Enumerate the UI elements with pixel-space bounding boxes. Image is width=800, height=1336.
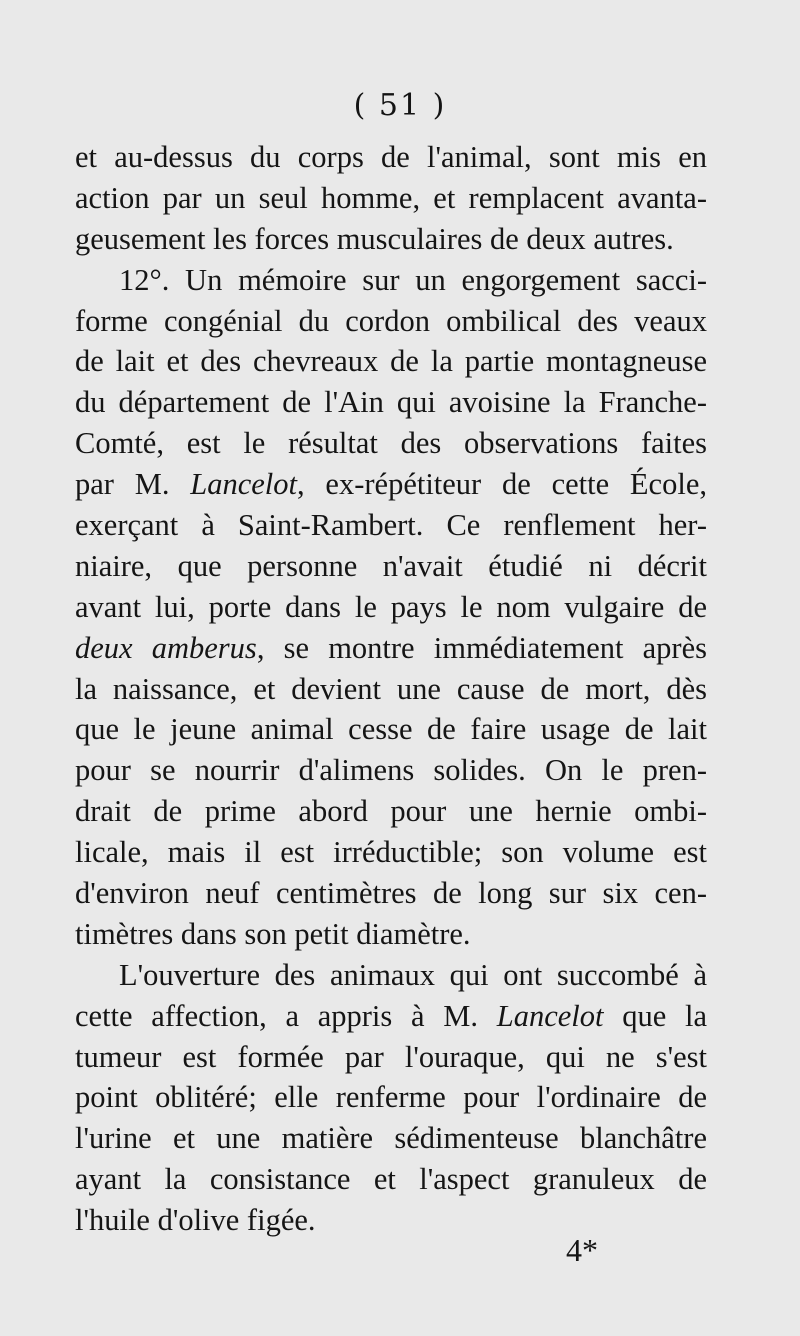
text-line bbox=[75, 178, 707, 219]
text-segment: que la bbox=[603, 998, 707, 1033]
text-segment: avant lui, porte dans le pays le nom vulgaire de bbox=[75, 589, 707, 624]
text-line bbox=[75, 1159, 707, 1200]
text-line bbox=[75, 914, 707, 955]
text-segment: action par un seul homme, et remplacent avanta- bbox=[75, 180, 707, 215]
text-line bbox=[75, 873, 707, 914]
text-segment: du département de l'Ain qui avoisine la Franche- bbox=[75, 385, 707, 420]
italic-name: Lancelot bbox=[496, 998, 604, 1033]
text-segment: timètres dans son petit diamètre. bbox=[75, 916, 471, 951]
text-segment: exerçant à Saint-Rambert. Ce renflement her- bbox=[75, 508, 707, 543]
text-segment: point oblitéré; elle renferme pour l'ordinaire de bbox=[75, 1080, 707, 1115]
text-segment: que le jeune animal cesse de faire usage de lait bbox=[75, 712, 707, 747]
text-segment: la naissance, et devient une cause de mort, dès bbox=[75, 671, 707, 706]
text-line bbox=[75, 587, 707, 628]
page-number: ( 51 ) bbox=[353, 88, 447, 123]
text-line bbox=[75, 464, 707, 505]
text-line bbox=[75, 669, 707, 710]
text-line bbox=[75, 996, 707, 1037]
text-segment: par M. bbox=[75, 467, 191, 502]
text-segment: pour se nourrir d'alimens solides. On le pren- bbox=[75, 753, 707, 788]
text-line bbox=[75, 709, 707, 750]
text-segment: cette affection, a appris à M. bbox=[75, 998, 497, 1033]
text-line bbox=[75, 219, 707, 260]
text-segment: geusement les forces musculaires de deux autres. bbox=[75, 221, 674, 256]
text-line bbox=[75, 1077, 707, 1118]
body-text bbox=[75, 137, 707, 1241]
text-segment: forme congénial du cordon ombilical des veaux bbox=[75, 303, 707, 338]
text-line bbox=[75, 1200, 707, 1241]
text-segment: niaire, que personne n'avait étudié ni décrit bbox=[75, 548, 707, 583]
text-line bbox=[75, 1037, 707, 1078]
text-line bbox=[75, 628, 707, 669]
text-line bbox=[75, 955, 707, 996]
text-line bbox=[75, 505, 707, 546]
text-segment: l'huile d'olive figée. bbox=[75, 1203, 316, 1238]
text-segment: ayant la consistance et l'aspect granuleux de bbox=[75, 1162, 707, 1197]
text-segment: drait de prime abord pour une hernie ombi- bbox=[75, 794, 707, 829]
text-segment: d'environ neuf centimètres de long sur six cen- bbox=[75, 876, 707, 911]
text-line bbox=[75, 137, 707, 178]
text-segment: L'ouverture des animaux qui ont succombé à bbox=[119, 957, 707, 992]
text-line bbox=[75, 301, 707, 342]
text-line bbox=[75, 423, 707, 464]
text-segment: Comté, est le résultat des observations faites bbox=[75, 426, 707, 461]
text-segment: , ex-répétiteur de cette École, bbox=[297, 467, 707, 502]
text-line bbox=[75, 1118, 707, 1159]
text-segment: l'urine et une matière sédimenteuse blanchâtre bbox=[75, 1121, 707, 1156]
text-segment: licale, mais il est irréductible; son volume est bbox=[75, 835, 707, 870]
text-line bbox=[75, 832, 707, 873]
text-line bbox=[75, 750, 707, 791]
text-segment: de lait et des chevreaux de la partie montagneuse bbox=[75, 344, 707, 379]
text-segment: et au-dessus du corps de l'animal, sont mis en bbox=[75, 140, 707, 174]
text-segment: , se montre immédiatement après bbox=[256, 630, 707, 665]
signature-mark: 4* bbox=[566, 1232, 598, 1268]
text-line bbox=[75, 382, 707, 423]
text-line bbox=[75, 260, 707, 301]
italic-name: deux amberus bbox=[75, 630, 257, 665]
text-line bbox=[75, 791, 707, 832]
italic-name: Lancelot bbox=[190, 467, 298, 502]
text-segment: 12°. Un mémoire sur un engorgement sacci- bbox=[119, 262, 707, 297]
text-line bbox=[75, 341, 707, 382]
text-line bbox=[75, 546, 707, 587]
text-segment: tumeur est formée par l'ouraque, qui ne s'est bbox=[75, 1039, 707, 1074]
